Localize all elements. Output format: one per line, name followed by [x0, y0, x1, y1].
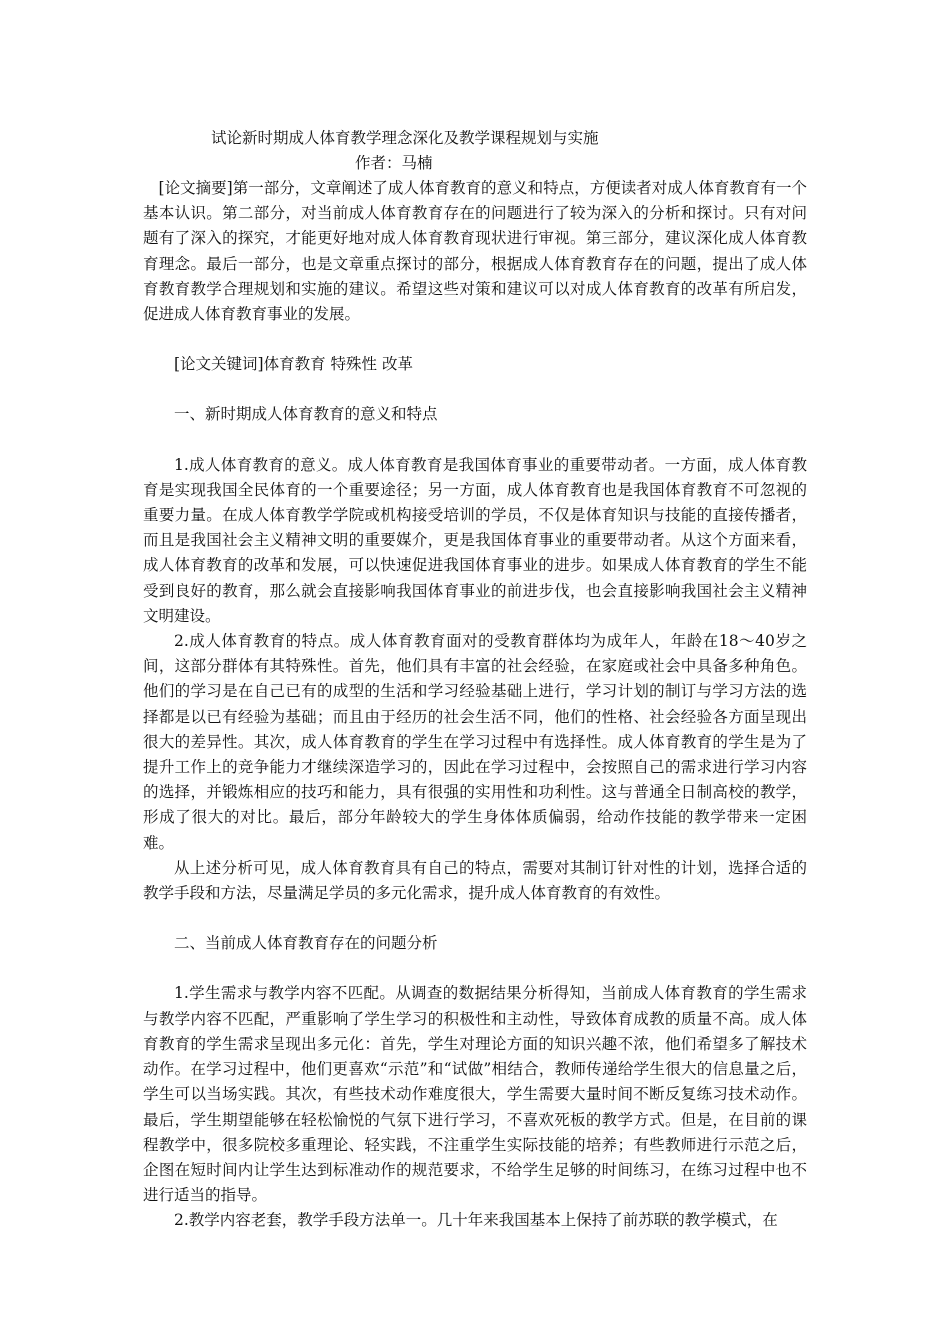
section-heading-2: 二、当前成人体育教育存在的问题分析 [174, 934, 438, 953]
spacer [143, 327, 807, 352]
paper-author: 作者：马楠 [355, 154, 433, 172]
paper-title: 试论新时期成人体育教学理念深化及教学课程规划与实施 [211, 129, 599, 147]
spacer [143, 428, 807, 453]
document-body [143, 126, 807, 1234]
section1-paragraph-2: 2.成人体育教育的特点。成人体育教育面对的受教育群体均为成年人，年龄在18～40岁之间，这部分群体有其特殊性。首先，他们具有丰富的社会经验，在家庭或社会中具备多种角色。他们的学习是在自己已有的成型的生活和学习经验基础上进行，学习计划的制订与学习方法的选择都是以已有经验为基础；而且由于经历的社会生活不同，他们的性格、社会经验各方面呈现出很大的差异性。其次，成人体育教育的学生在学习过程中有选择性。成人体育教育的学生是为了提升工作上的竞争能力才继续深造学习的，因此在学习过程中，会按照自己的需求进行学习内容的选择，并锻炼相应的技巧和能力，具有很强的实用性和功利性。这与普通全日制高校的教学，形成了很大的对比。最后，部分年龄较大的学生身体体质偏弱，给动作技能的教学带来一定困难。 [143, 632, 807, 852]
keywords-paragraph: [论文关键词]体育教育 特殊性 改革 [174, 355, 413, 374]
abstract-paragraph: [论文摘要]第一部分，文章阐述了成人体育教育的意义和特点，方便读者对成人体育教育有一个基本认识。第二部分，对当前成人体育教育存在的问题进行了较为深入的分析和探讨。只有对问题有了深入的探究，才能更好地对成人体育教育现状进行审视。第三部分，建议深化成人体育教育理念。最后一部分，也是文章重点探讨的部分，根据成人体育教育存在的问题，提出了成人体育教育教学合理规划和实施的建议。希望这些对策和建议可以对成人体育教育的改革有所启发，促进成人体育教育事业的发展。 [143, 179, 807, 324]
spacer [143, 906, 807, 931]
spacer [143, 377, 807, 402]
section2-paragraph-2: 2.教学内容老套，教学手段方法单一。几十年来我国基本上保持了前苏联的教学模式，在 [174, 1211, 778, 1230]
spacer [143, 956, 807, 981]
section-heading-1: 一、新时期成人体育教育的意义和特点 [174, 405, 438, 424]
section2-paragraph-1: 1.学生需求与教学内容不匹配。从调查的数据结果分析得知，当前成人体育教育的学生需求与教学内容不匹配，严重影响了学生学习的积极性和主动性，导致体育成教的质量不高。成人体育教育的学生需求呈现出多元化：首先，学生对理论方面的知识兴趣不浓，他们希望多了解技术动作。在学习过程中，他们更喜欢“示范”和“试做”相结合，教师传递给学生很大的信息量之后，学生可以当场实践。其次，有些技术动作难度很大，学生需要大量时间不断反复练习技术动作。最后，学生期望能够在轻松愉悦的气氛下进行学习，不喜欢死板的教学方式。但是，在目前的课程教学中，很多院校多重理论、轻实践，不注重学生实际技能的培养；有些教师进行示范之后，企图在短时间内让学生达到标准动作的规范要求，不给学生足够的时间练习，在练习过程中也不进行适当的指导。 [143, 984, 807, 1205]
section1-paragraph-1: 1.成人体育教育的意义。成人体育教育是我国体育事业的重要带动者。一方面，成人体育教育是实现我国全民体育的一个重要途径；另一方面，成人体育教育也是我国体育教育不可忽视的重要力量。在成人体育教学学院或机构接受培训的学员，不仅是体育知识与技能的直接传播者，而且是我国社会主义精神文明的重要媒介，更是我国体育事业的重要带动者。从这个方面来看，成人体育教育的改革和发展，可以快速促进我国体育事业的进步。如果成人体育教育的学生不能受到良好的教育，那么就会直接影响我国体育事业的前进步伐，也会直接影响我国社会主义精神文明建设。 [143, 455, 807, 625]
section1-paragraph-3: 从上述分析可见，成人体育教育具有自己的特点，需要对其制订针对性的计划，选择合适的教学手段和方法，尽量满足学员的多元化需求，提升成人体育教育的有效性。 [143, 858, 807, 903]
